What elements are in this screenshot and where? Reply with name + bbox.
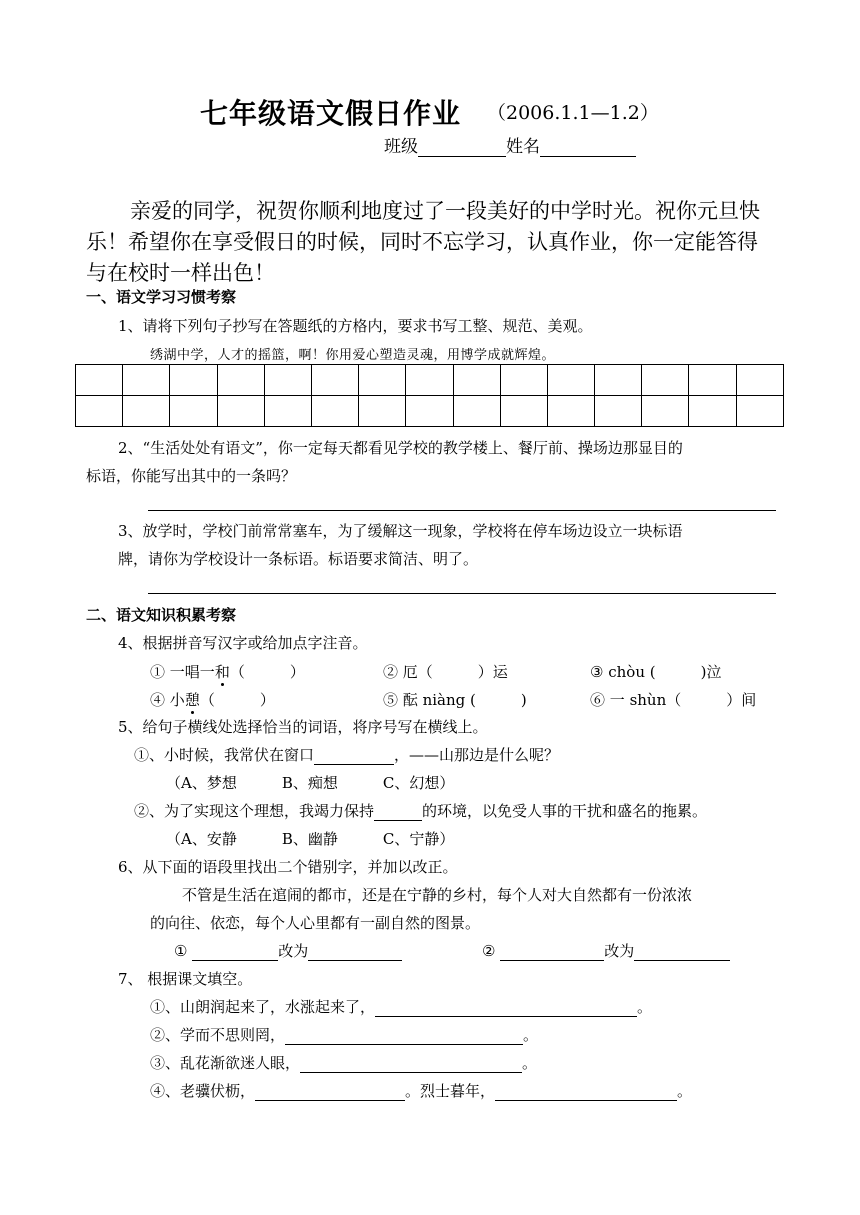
q7-4-blank-2[interactable] <box>495 1084 677 1101</box>
name-label: 姓名 <box>506 137 540 157</box>
q7-4-blank-1[interactable] <box>255 1084 405 1101</box>
q4-item-6 <box>590 689 756 710</box>
q4-item-2-word[interactable]: 厄（ ）运 <box>402 663 508 681</box>
q7-2-period: 。 <box>523 1026 539 1044</box>
grid-row-2 <box>76 396 784 427</box>
q4-item-3-num: ③ <box>590 663 604 681</box>
grid-cell[interactable] <box>311 365 358 396</box>
q6-c1-change-label: 改为 <box>278 942 309 960</box>
grid-cell[interactable] <box>642 396 689 427</box>
grid-cell[interactable] <box>500 396 547 427</box>
q6-c2-wrong-blank[interactable] <box>500 944 604 961</box>
q6-passage-line2: 的向往、依恋，每个人心里都有一副自然的图景。 <box>150 914 481 932</box>
q7-3-blank[interactable] <box>300 1056 522 1073</box>
q5-2-options: （A、安静 B、幽静 C、宁静） <box>166 830 455 848</box>
q4-item-1-dotted-char: 和 <box>214 663 230 681</box>
grid-cell[interactable] <box>689 396 736 427</box>
q4-item-1 <box>150 661 305 682</box>
q7-1-text: ①、山朗润起来了，水涨起来了， <box>150 998 376 1016</box>
q7-2-text: ②、学而不思则罔， <box>150 1026 286 1044</box>
writing-grid <box>75 364 784 427</box>
page-title: 七年级语文假日作业 <box>200 97 462 130</box>
name-blank[interactable] <box>540 140 636 157</box>
grid-cell[interactable] <box>217 365 264 396</box>
grid-cell[interactable] <box>453 396 500 427</box>
q2-line2: 标语，你能写出其中的一条吗？ <box>86 467 297 485</box>
q4-item-4-dotted-char: 憩 <box>184 691 200 709</box>
grid-cell[interactable] <box>453 365 500 396</box>
q4-item-4-blank[interactable]: （ ） <box>199 691 275 709</box>
q6-c1-wrong-blank[interactable] <box>192 944 278 961</box>
q5-2-sentence <box>134 800 707 821</box>
grid-cell[interactable] <box>311 396 358 427</box>
q4-item-3-word[interactable]: chòu ( )泣 <box>608 663 722 681</box>
q6-text: 6、从下面的语段里找出二个错别字，并加以改正。 <box>118 858 458 876</box>
q3-line1: 3、放学时，学校门前常常塞车，为了缓解这一现象，学校将在停车场边设立一块标语 <box>118 522 683 540</box>
grid-row-1 <box>76 365 784 396</box>
q4-text: 4、根据拼音写汉字或给加点字注音。 <box>118 634 368 652</box>
grid-cell[interactable] <box>406 365 453 396</box>
q4-item-5 <box>383 689 527 710</box>
q6-c1-num: ① <box>174 942 188 960</box>
grid-cell[interactable] <box>359 365 406 396</box>
q3-line2: 牌，请你为学校设计一条标语。标语要求简洁、明了。 <box>118 550 479 568</box>
grid-cell[interactable] <box>217 396 264 427</box>
q6-c2-num: ② <box>482 942 496 960</box>
q6-passage-line1: 不管是生活在逭闹的都市，还是在宁静的乡村，每个人对大自然都有一份浓浓 <box>182 886 693 904</box>
q4-item-5-word[interactable]: 酝 niàng ( ) <box>402 691 527 709</box>
grid-cell[interactable] <box>547 365 594 396</box>
q7-4 <box>150 1080 692 1101</box>
q7-3 <box>150 1052 537 1073</box>
grid-cell[interactable] <box>500 365 547 396</box>
q4-item-6-word[interactable]: 一 shùn（ ）间 <box>609 691 757 709</box>
grid-cell[interactable] <box>123 365 170 396</box>
q3-answer-line[interactable] <box>148 593 776 594</box>
class-blank[interactable] <box>418 140 506 157</box>
q5-1-part-b: ，——山那边是什么呢？ <box>394 746 560 764</box>
q7-1 <box>150 996 652 1017</box>
q1-motto: 绣湖中学，人才的摇篮，啊！你用爱心塑造灵魂，用博学成就辉煌。 <box>150 348 556 363</box>
q7-4-period: 。 <box>677 1082 693 1100</box>
grid-cell[interactable] <box>264 396 311 427</box>
q7-4-text-b: 。烈士暮年， <box>405 1082 496 1100</box>
q4-item-1-word: 一唱一 <box>169 663 215 681</box>
q7-2 <box>150 1024 538 1045</box>
intro-paragraph: 亲爱的同学，祝贺你顺利地度过了一段美好的中学时光。祝你元旦快乐！希望你在享受假日的时候，同时不忘学习，认真作业，你一定能答得与在校时一样出色！ <box>86 199 760 285</box>
q4-item-1-blank[interactable]: （ ） <box>229 663 305 681</box>
q1-text: 1、请将下列句子抄写在答题纸的方格内，要求书写工整、规范、美观。 <box>118 317 593 335</box>
q6-correction-2 <box>482 940 730 961</box>
q5-1-options: （A、梦想 B、痴想 C、幻想） <box>166 774 455 792</box>
grid-cell[interactable] <box>264 365 311 396</box>
q4-item-2 <box>383 661 508 682</box>
q6-c2-change-label: 改为 <box>604 942 635 960</box>
q5-2-blank[interactable] <box>374 804 422 821</box>
q5-1-part-a: ①、小时候，我常伏在窗口 <box>134 746 315 764</box>
class-name-line <box>384 132 636 157</box>
grid-cell[interactable] <box>595 365 642 396</box>
section1-title: 一、语文学习习惯考察 <box>86 288 237 306</box>
grid-cell[interactable] <box>76 365 123 396</box>
q6-c2-right-blank[interactable] <box>634 944 730 961</box>
q4-item-5-num: ⑤ <box>383 691 399 709</box>
q7-2-blank[interactable] <box>285 1028 523 1045</box>
grid-cell[interactable] <box>595 396 642 427</box>
grid-cell[interactable] <box>736 396 783 427</box>
q5-2-part-a: ②、为了实现这个理想，我竭力保持 <box>134 802 375 820</box>
q4-item-4 <box>150 689 275 710</box>
grid-cell[interactable] <box>642 365 689 396</box>
q2-line1: 2、“生活处处有语文”，你一定每天都看见学校的教学楼上、餐厅前、操场边那显目的 <box>118 439 683 457</box>
grid-cell[interactable] <box>170 365 217 396</box>
q4-item-6-num: ⑥ <box>590 691 606 709</box>
q7-1-period: 。 <box>637 998 653 1016</box>
q5-1-sentence <box>134 744 559 765</box>
q5-2-part-b: 的环境，以免受人事的干扰和盛名的拖累。 <box>422 802 708 820</box>
q6-correction-1 <box>174 940 402 961</box>
grid-cell[interactable] <box>406 396 453 427</box>
q5-text: 5、给句子横线处选择恰当的词语，将序号写在横线上。 <box>118 718 488 736</box>
q4-item-1-num: ① <box>150 663 166 681</box>
q7-4-text-a: ④、老骥伏枥， <box>150 1082 256 1100</box>
class-label: 班级 <box>384 137 418 157</box>
q2-answer-line[interactable] <box>148 510 776 511</box>
grid-cell[interactable] <box>359 396 406 427</box>
date-range: （2006.1.1—1.2） <box>487 102 659 124</box>
q4-item-2-num: ② <box>383 663 399 681</box>
q7-3-text: ③、乱花渐欲迷人眼， <box>150 1054 301 1072</box>
section2-title: 二、语文知识积累考察 <box>86 606 237 624</box>
q7-text: 7、 根据课文填空。 <box>118 970 253 988</box>
q4-item-4-word: 小 <box>169 691 185 709</box>
q4-item-3 <box>590 661 721 682</box>
q7-1-blank[interactable] <box>375 1000 637 1017</box>
grid-cell[interactable] <box>689 365 736 396</box>
q6-c1-right-blank[interactable] <box>308 944 402 961</box>
grid-cell[interactable] <box>123 396 170 427</box>
grid-cell[interactable] <box>170 396 217 427</box>
q4-item-4-num: ④ <box>150 691 166 709</box>
q7-3-period: 。 <box>522 1054 538 1072</box>
grid-cell[interactable] <box>736 365 783 396</box>
grid-cell[interactable] <box>76 396 123 427</box>
grid-cell[interactable] <box>547 396 594 427</box>
q5-1-blank[interactable] <box>314 748 394 765</box>
